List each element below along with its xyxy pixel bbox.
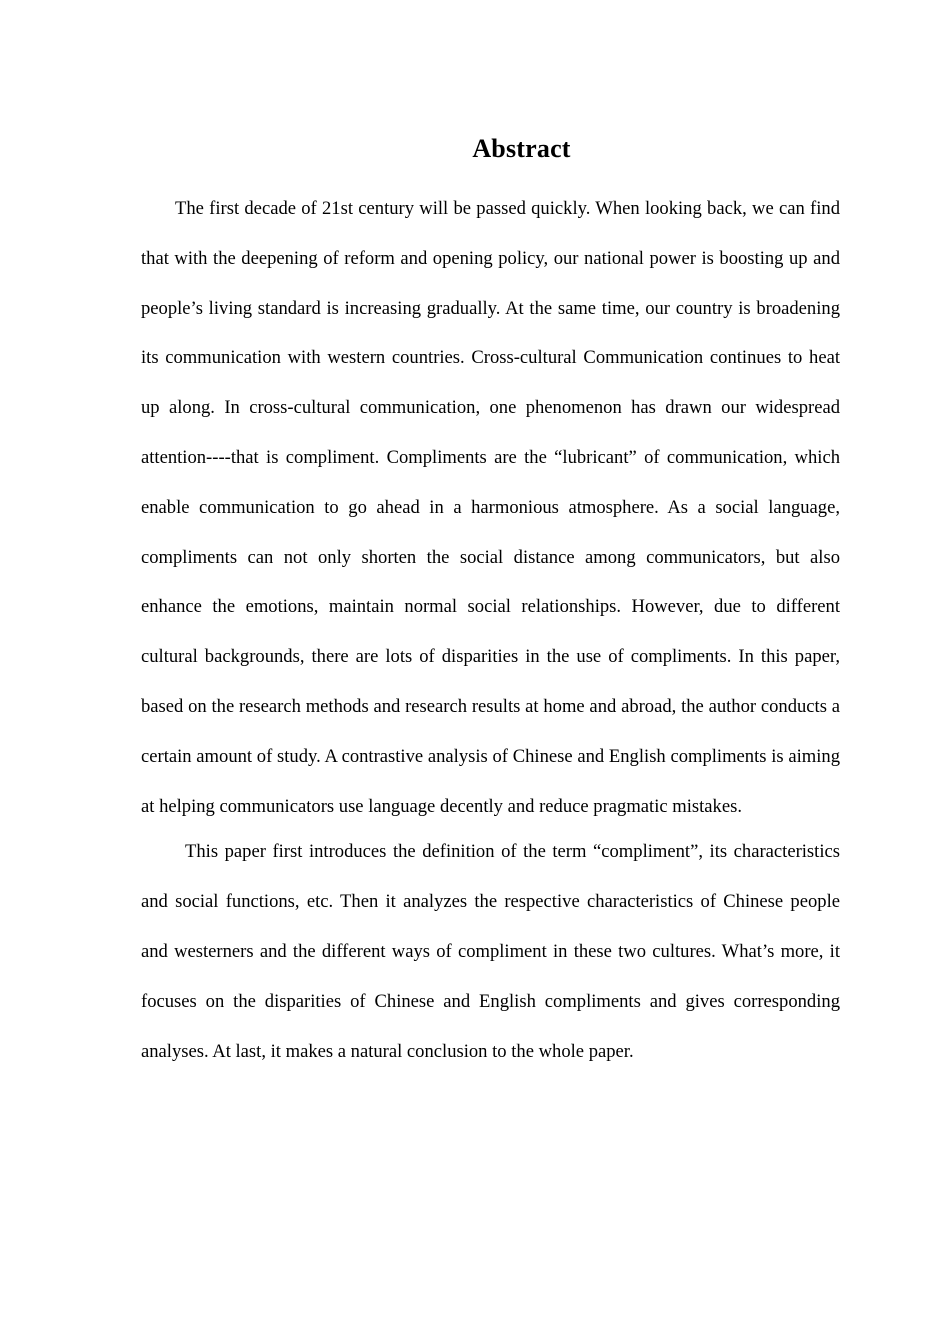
abstract-paragraph-2: This paper first introduces the definition of the term “compliment”, its characteristics and social functions, etc. Then it analyzes the respective characteristics of Chinese people and westerners and the different ways of compliment in these two cultures. What’s more, it focuses on the disparities of Chinese and English compliments and gives corresponding analyses. At last, it makes a natural conclusion to the whole paper. xyxy=(141,841,840,1062)
abstract-heading: Abstract xyxy=(472,134,571,163)
abstract-body xyxy=(141,184,840,1076)
abstract-paragraph-1: The first decade of 21st century will be passed quickly. When looking back, we can find that with the deepening of reform and opening policy, our national power is boosting up and people’s living standard is increasing gradually. At the same time, our country is broadening its communication with western countries. Cross-cultural Communication continues to heat up along. In cross-cultural communication, one phenomenon has drawn our widespread attention----that is compliment. Compliments are the “lubricant” of communication, which enable communication to go ahead in a harmonious atmosphere. As a social language, compliments can not only shorten the social distance among communicators, but also enhance the emotions, maintain normal social relationships. However, due to different cultural backgrounds, there are lots of disparities in the use of compliments. In this paper, based on the research methods and research results at home and abroad, the author conducts a certain amount of study. A contrastive analysis of Chinese and English compliments is aiming at helping communicators use language decently and reduce pragmatic mistakes. xyxy=(141,198,840,817)
